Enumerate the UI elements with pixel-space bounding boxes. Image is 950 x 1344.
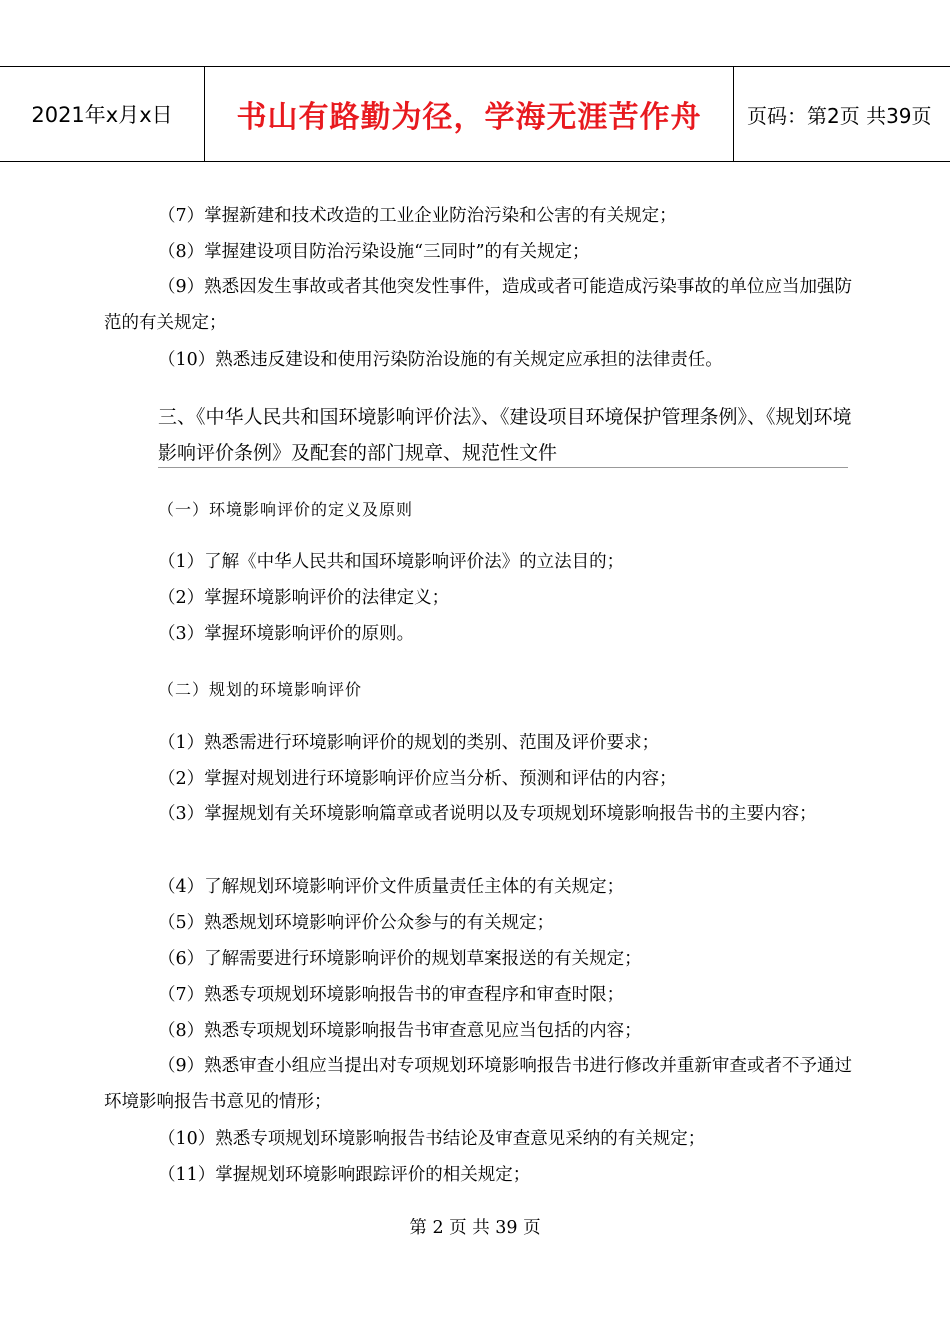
part2-title: （二）规划的环境影响评价: [158, 680, 363, 699]
part2-item-3: （3）掌握规划有关环境影响篇章或者说明以及专项规划环境影响报告书的主要内容；: [158, 804, 817, 824]
item-10: （10）熟悉违反建设和使用污染防治设施的有关规定应承担的法律责任。: [158, 350, 723, 370]
section-heading: 三、《中华人民共和国环境影响评价法》、《建设项目环境保护管理条例》、《规划环境影响评价条例》及配套的部门规章、规范性文件: [158, 406, 852, 464]
part2-item-10: （10）熟悉专项规划环境影响报告书结论及审查意见采纳的有关规定；: [158, 1129, 706, 1149]
page-footer: 第 2 页 共 39 页: [409, 1218, 541, 1238]
part2-item-4: （4）了解规划环境影响评价文件质量责任主体的有关规定；: [158, 877, 625, 897]
header-page-number: 页码：第2页 共39页: [747, 103, 932, 128]
item-7: （7）掌握新建和技术改造的工业企业防治污染和公害的有关规定；: [158, 206, 677, 226]
part2-item-6: （6）了解需要进行环境影响评价的规划草案报送的有关规定；: [158, 949, 642, 969]
part2-item-8: （8）熟悉专项规划环境影响报告书审查意见应当包括的内容；: [158, 1021, 642, 1041]
part1-item-3: （3）掌握环境影响评价的原则。: [158, 624, 415, 644]
part2-item-5: （5）熟悉规划环境影响评价公众参与的有关规定；: [158, 913, 555, 933]
header-motto: 书山有路勤为径，学海无涯苦作舟: [204, 67, 734, 161]
part1-item-1: （1）了解《中华人民共和国环境影响评价法》的立法目的；: [158, 552, 625, 572]
item-8: （8）掌握建设项目防治污染设施“三同时”的有关规定；: [158, 242, 590, 262]
part2-item-2: （2）掌握对规划进行环境影响评价应当分析、预测和评估的内容；: [158, 769, 677, 789]
part2-item-9: （9）熟悉审查小组应当提出对专项规划环境影响报告书进行修改并重新审查或者不予通过环境影响报告书意见的情形；: [104, 1056, 852, 1112]
header-date: 2021年x月x日: [31, 103, 173, 127]
part2-item-1: （1）熟悉需进行环境影响评价的规划的类别、范围及评价要求；: [158, 733, 660, 753]
part2-item-7: （7）熟悉专项规划环境影响报告书的审查程序和审查时限；: [158, 985, 625, 1005]
heading-divider: [158, 467, 848, 468]
part1-item-2: （2）掌握环境影响评价的法律定义；: [158, 588, 450, 608]
page-header: [0, 66, 950, 162]
part1-title: （一）环境影响评价的定义及原则: [158, 500, 414, 519]
item-9: （9）熟悉因发生事故或者其他突发性事件，造成或者可能造成污染事故的单位应当加强防范的有关规定；: [104, 277, 852, 333]
part2-item-11: （11）掌握规划环境影响跟踪评价的相关规定；: [158, 1165, 531, 1185]
